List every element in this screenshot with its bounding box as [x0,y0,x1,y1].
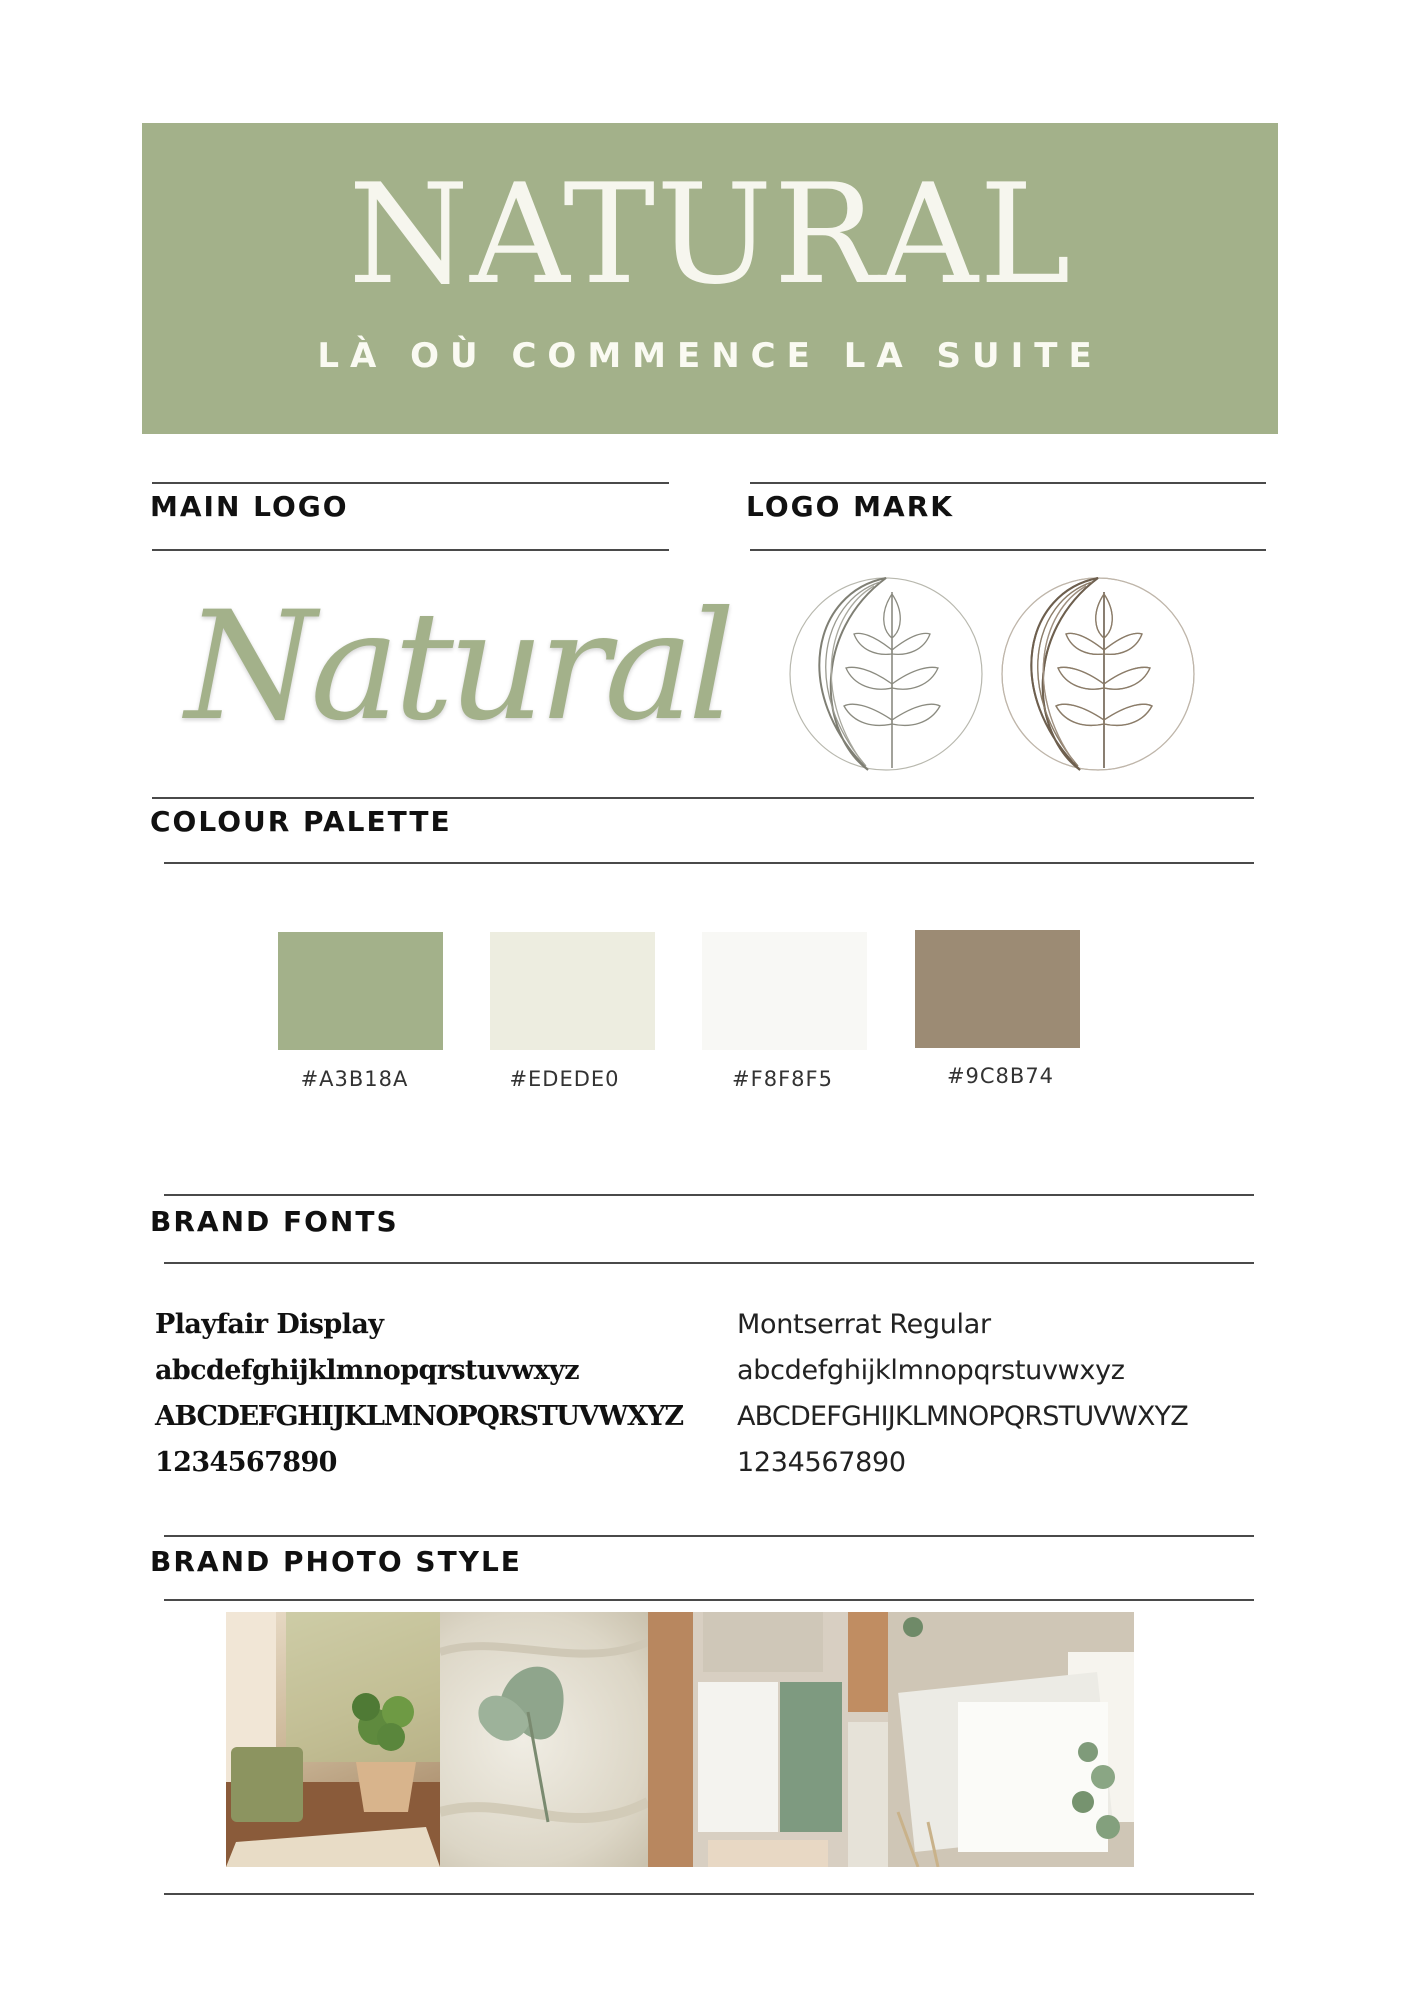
primary-font-digits: 1234567890 [155,1447,337,1478]
palette-hex-2: #EDEDE0 [509,1067,620,1091]
header-banner [142,123,1278,434]
section-heading-main-logo: MAIN LOGO [150,490,349,523]
divider [164,1535,1254,1537]
cards-illustration [888,1612,1134,1867]
secondary-font-uppercase: ABCDEFGHIJKLMNOPQRSTUVWXYZ [737,1401,1188,1432]
flatlay-illustration [648,1612,888,1867]
primary-font-lowercase: abcdefghijklmnopqrstuvwxyz [155,1355,579,1386]
palette-hex-1: #A3B18A [300,1067,409,1091]
brand-tagline: LÀ OÙ COMMENCE LA SUITE [317,336,1103,376]
palette-hex-3: #F8F8F5 [732,1067,833,1091]
divider [164,1262,1254,1264]
primary-font-specimen [155,1302,683,1486]
divider [750,549,1266,551]
leaf-crescent-icon [788,572,1208,777]
secondary-font-specimen [737,1302,1188,1486]
section-heading-colour-palette: COLOUR PALETTE [150,805,452,838]
divider [164,1599,1254,1601]
primary-font-uppercase: ABCDEFGHIJKLMNOPQRSTUVWXYZ [155,1401,683,1432]
divider [750,482,1266,484]
photo-cards-eucalyptus [888,1612,1134,1867]
swatch-color [490,932,655,1050]
photo-linen-leaf [440,1612,648,1867]
section-heading-brand-fonts: BRAND FONTS [150,1205,399,1238]
divider [152,482,669,484]
divider [152,549,669,551]
divider [164,862,1254,864]
section-heading-logo-mark: LOGO MARK [746,490,954,523]
secondary-font-digits: 1234567890 [737,1447,906,1478]
logo-mark [788,572,1208,777]
photo-strip [226,1612,1134,1867]
eucalyptus-leaf-illustration [440,1612,648,1867]
main-logo-text: Natural [185,580,730,754]
main-logo [175,570,730,770]
photo-flatlay-swatches [648,1612,888,1867]
swatch-color [702,932,867,1050]
divider [164,1893,1254,1895]
palette-swatch-4 [915,930,1080,1048]
swatch-color [278,932,443,1050]
swatch-color [915,930,1080,1048]
plant-mug-illustration [226,1612,440,1867]
palette-swatch-1 [278,932,443,1050]
section-heading-brand-photo-style: BRAND PHOTO STYLE [150,1545,522,1578]
palette-swatch-2 [490,932,655,1050]
palette-swatch-3 [702,932,867,1050]
secondary-font-name: Montserrat Regular [737,1309,991,1340]
secondary-font-lowercase: abcdefghijklmnopqrstuvwxyz [737,1355,1125,1386]
palette-hex-4: #9C8B74 [946,1064,1055,1088]
divider [152,797,1254,799]
photo-plant-mug [226,1612,440,1867]
brand-title: NATURAL [348,154,1072,315]
divider [164,1194,1254,1196]
primary-font-name: Playfair Display [155,1309,384,1340]
